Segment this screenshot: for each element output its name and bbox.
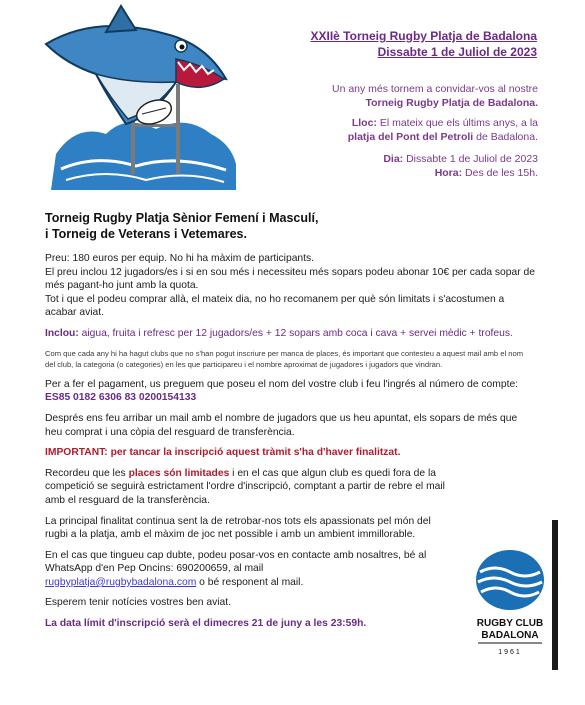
invitation-body: [45, 210, 535, 638]
heading-line-1: Torneig Rugby Platja Sènior Femení i Masculí,: [45, 211, 319, 225]
tournament-heading: [45, 210, 535, 242]
location-text-1: El mateix que els últims anys, a la: [376, 117, 538, 129]
club-name-line-2: BADALONA: [481, 630, 539, 641]
title-line-1: XXIIè Torneig Rugby Platja de Badalona: [310, 29, 537, 43]
club-founding-year: 1961: [498, 649, 522, 656]
closing-paragraph: Esperem tenir notícies vostres ben aviat.: [45, 597, 232, 609]
includes-label: Inclou:: [45, 327, 79, 339]
location-place: platja del Pont del Petroli: [347, 131, 474, 143]
after-payment-paragraph: Després ens feu arribar un mail amb el nombre de jugadors que us heu apuntat, els sopars de més que heu comprat i una còpia del resguard de transferència.: [45, 412, 518, 438]
includes-paragraph: [45, 327, 535, 341]
deadline-paragraph: La data límit d'inscripció serà el dimecres 21 de juny a les 23:59h.: [45, 618, 367, 630]
payment-text: Per a fer el pagament, us preguem que poseu el nom del vostre club i feu l'ingrés al número de compte:: [45, 378, 519, 390]
places-limited: places són limitades: [128, 467, 230, 479]
contact-text-1: En el cas que tingueu cap dubte, podeu posar-vos en contacte amb nosaltres, bé al WhatsApp d'en Pep Oncins: 690200659, al mail: [45, 549, 427, 575]
important-notice: IMPORTANT: per tancar la inscripció aquest tràmit s'ha d'haver finalitzat.: [45, 447, 401, 459]
time-text: Des de les 15h.: [462, 167, 538, 179]
registration-note: Com que cada any hi ha hagut clubs que no s'han pogut inscriure per manca de places, és important que contesteu a aquest mail amb el nom del club, la categoria (o categories) en les que participareu i el nombre aproximat de jugadores i jugadors que vindran.: [45, 348, 524, 370]
price-line-1: Preu: 180 euros per equip. No hi ha màxim de participants.: [45, 253, 315, 264]
date-label: Dia:: [383, 153, 404, 165]
heading-line-2: i Torneig de Veterans i Vetemares.: [45, 227, 247, 241]
intro-line-1: Un any més tornem a convidar-vos al nostre: [331, 83, 538, 95]
payment-paragraph: [45, 378, 535, 405]
location-label: Lloc:: [351, 117, 377, 129]
intro-paragraph: [238, 82, 538, 110]
limited-places-paragraph: [45, 467, 445, 508]
tournament-intro: [238, 82, 538, 186]
price-paragraph: [45, 252, 535, 320]
includes-text: aigua, fruita i refresc per 12 jugadors/es + 12 sopars amb coca i cava + servei mèdic + trofeus.: [78, 327, 513, 339]
price-line-3: Tot i que el podeu comprar allà, el mateix dia, no ho recomanem per què són limitats i s'acostumen a acabar aviat.: [45, 293, 505, 319]
contact-paragraph: [45, 549, 445, 590]
tournament-shark-logo: [36, 4, 241, 190]
location-text-2: de Badalona.: [473, 131, 538, 143]
tournament-title: [311, 28, 538, 60]
price-line-2: El preu inclou 12 jugadors/es i si en sou més i necessiteu més sopars podeu abonar 10€ per cada sopar de més pagant-ho junt amb la quota.: [45, 266, 535, 292]
bank-account-number: ES85 0182 6306 83 0200154133: [45, 392, 197, 404]
purpose-paragraph: La principal finalitat continua sent la de retrobar-nos tots els apassionats pel món del rugbi a la platja, amb el màxim de joc net possible i amb un ambient immillorable.: [45, 515, 431, 541]
places-text-2: i en el cas que algun club es quedi fora de la competició se seguirà estrictament l'ordre d'inscripció, comptant a partir de rebre el mail amb el resguard de la transferència.: [45, 467, 445, 506]
date-paragraph: [238, 152, 538, 180]
title-line-2: Dissabte 1 de Juliol de 2023: [377, 45, 537, 59]
intro-line-2: Torneig Rugby Platja de Badalona.: [365, 97, 538, 109]
location-paragraph: [238, 116, 538, 144]
places-text-1: Recordeu que les: [45, 467, 129, 479]
rugby-club-badalona-logo: [468, 520, 558, 670]
time-label: Hora:: [434, 167, 463, 179]
contact-email-link[interactable]: rugbyplatja@rugbybadalona.com: [45, 576, 197, 588]
contact-text-2: o bé responent al mail.: [196, 576, 304, 588]
date-text: Dissabte 1 de Juliol de 2023: [403, 153, 538, 165]
club-name-line-1: RUGBY CLUB: [476, 618, 544, 629]
